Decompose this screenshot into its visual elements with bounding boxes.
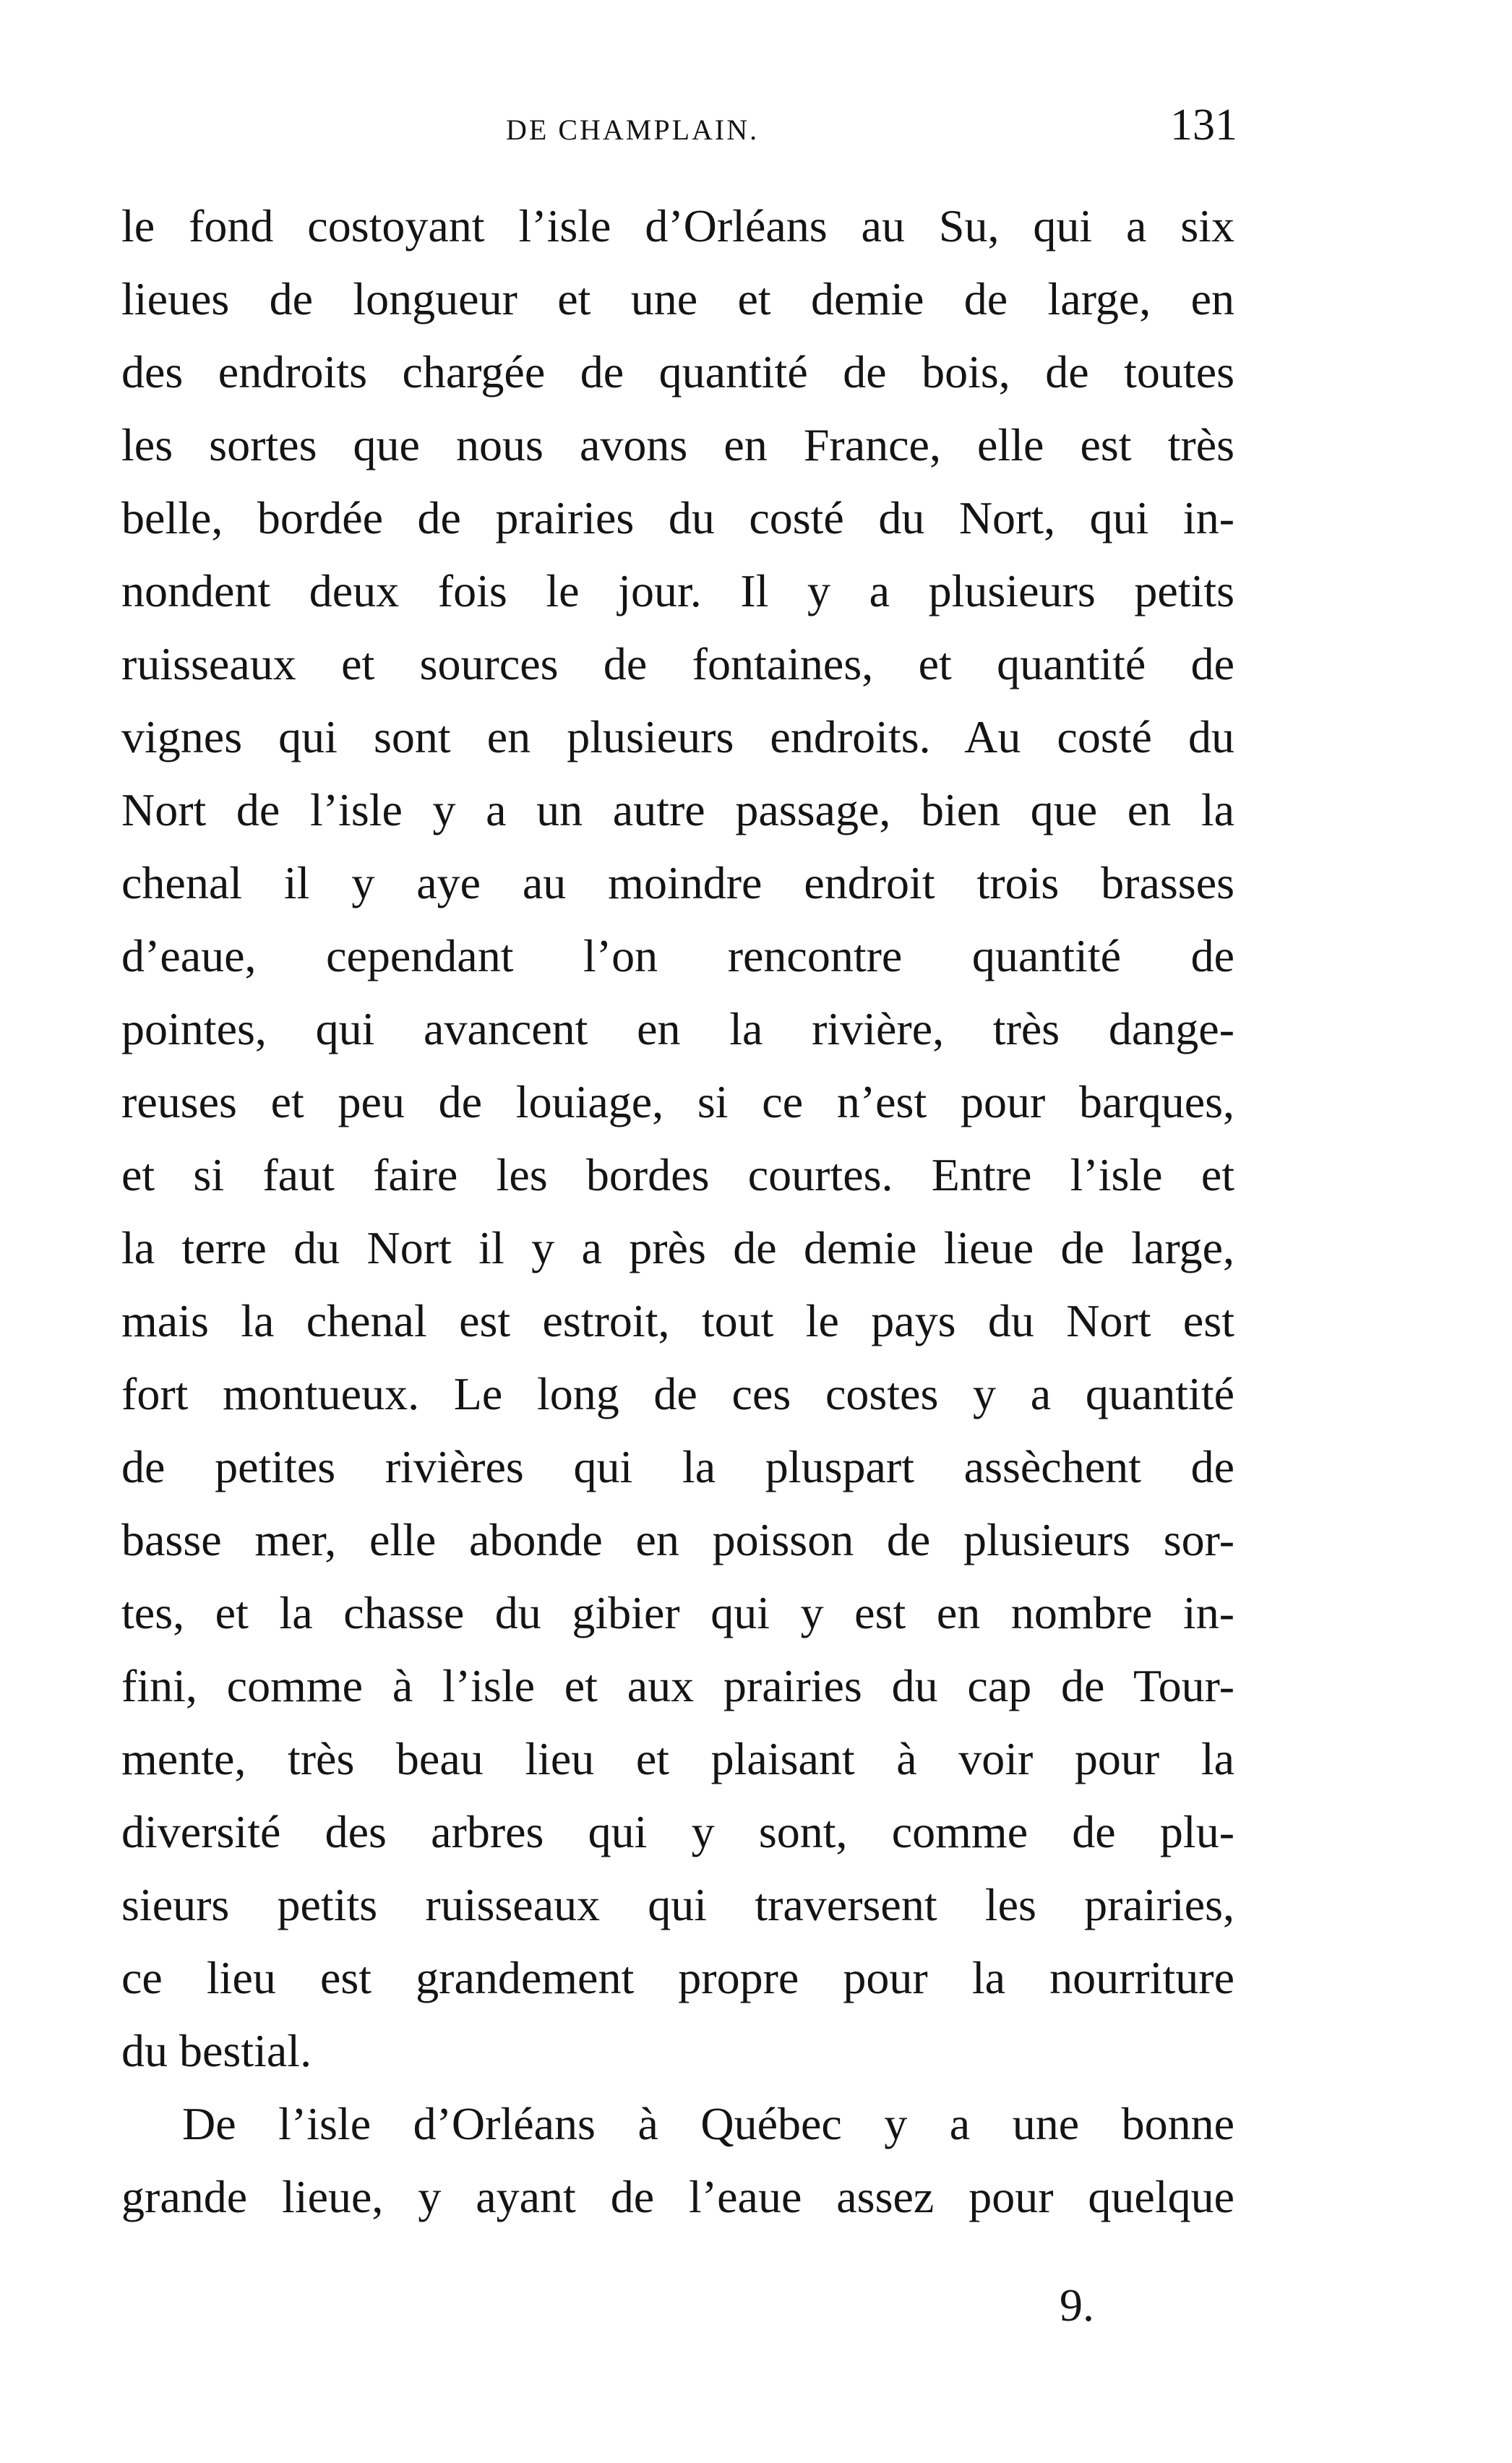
text-line: sieurs petits ruisseaux qui traversent les prairies, — [121, 1879, 1234, 1930]
text-line: et si faut faire les bordes courtes. Entre l’isle et — [121, 1149, 1234, 1200]
text-line: d’eaue, cependant l’on rencontre quantité de — [121, 930, 1234, 981]
text-line: le fond costoyant l’isle d’Orléans au Su, qui a six — [121, 200, 1234, 252]
text-line: pointes, qui avancent en la rivière, très dange- — [121, 1003, 1234, 1054]
body-text — [121, 189, 1234, 2233]
text-line: ce lieu est grandement propre pour la nourriture — [121, 1952, 1234, 2003]
signature-mark: 9. — [1060, 2279, 1094, 2331]
text-line: diversité des arbres qui y sont, comme de plu- — [121, 1806, 1234, 1857]
text-line: la terre du Nort il y a près de demie lieue de large, — [121, 1222, 1234, 1273]
text-line: nondent deux fois le jour. Il y a plusieurs petits — [121, 565, 1234, 616]
text-line: les sortes que nous avons en France, elle est très — [121, 419, 1234, 470]
text-line: chenal il y aye au moindre endroit trois brasses — [121, 857, 1234, 908]
text-line: fini, comme à l’isle et aux prairies du cap de Tour- — [121, 1660, 1234, 1711]
text-line: lieues de longueur et une et demie de large, en — [121, 273, 1234, 324]
text-line: tes, et la chasse du gibier qui y est en nombre in- — [121, 1587, 1234, 1638]
text-line: grande lieue, y ayant de l’eaue assez pour quelque — [121, 2171, 1234, 2222]
text-line: des endroits chargée de quantité de bois, de toutes — [121, 346, 1234, 397]
text-line: basse mer, elle abonde en poisson de plusieurs sor- — [121, 1514, 1234, 1565]
page-number: 131 — [1170, 100, 1237, 150]
paragraph-first-line: De l’isle d’Orléans à Québec y a une bonne — [182, 2098, 1234, 2149]
text-line: reuses et peu de louiage, si ce n’est pour barques, — [121, 1076, 1234, 1127]
running-head: DE CHAMPLAIN. — [506, 113, 760, 146]
text-line: du bestial. — [121, 2025, 312, 2076]
text-line: Nort de l’isle y a un autre passage, bien que en la — [121, 784, 1234, 835]
text-line: de petites rivières qui la pluspart assèchent de — [121, 1441, 1234, 1492]
text-line: ruisseaux et sources de fontaines, et quantité de — [121, 638, 1234, 689]
text-line: mais la chenal est estroit, tout le pays du Nort est — [121, 1295, 1234, 1346]
text-line: fort montueux. Le long de ces costes y a quantité — [121, 1368, 1234, 1419]
text-line: mente, très beau lieu et plaisant à voir pour la — [121, 1733, 1234, 1784]
text-line: vignes qui sont en plusieurs endroits. Au costé du — [121, 711, 1234, 762]
text-line: belle, bordée de prairies du costé du Nort, qui in- — [121, 492, 1234, 543]
